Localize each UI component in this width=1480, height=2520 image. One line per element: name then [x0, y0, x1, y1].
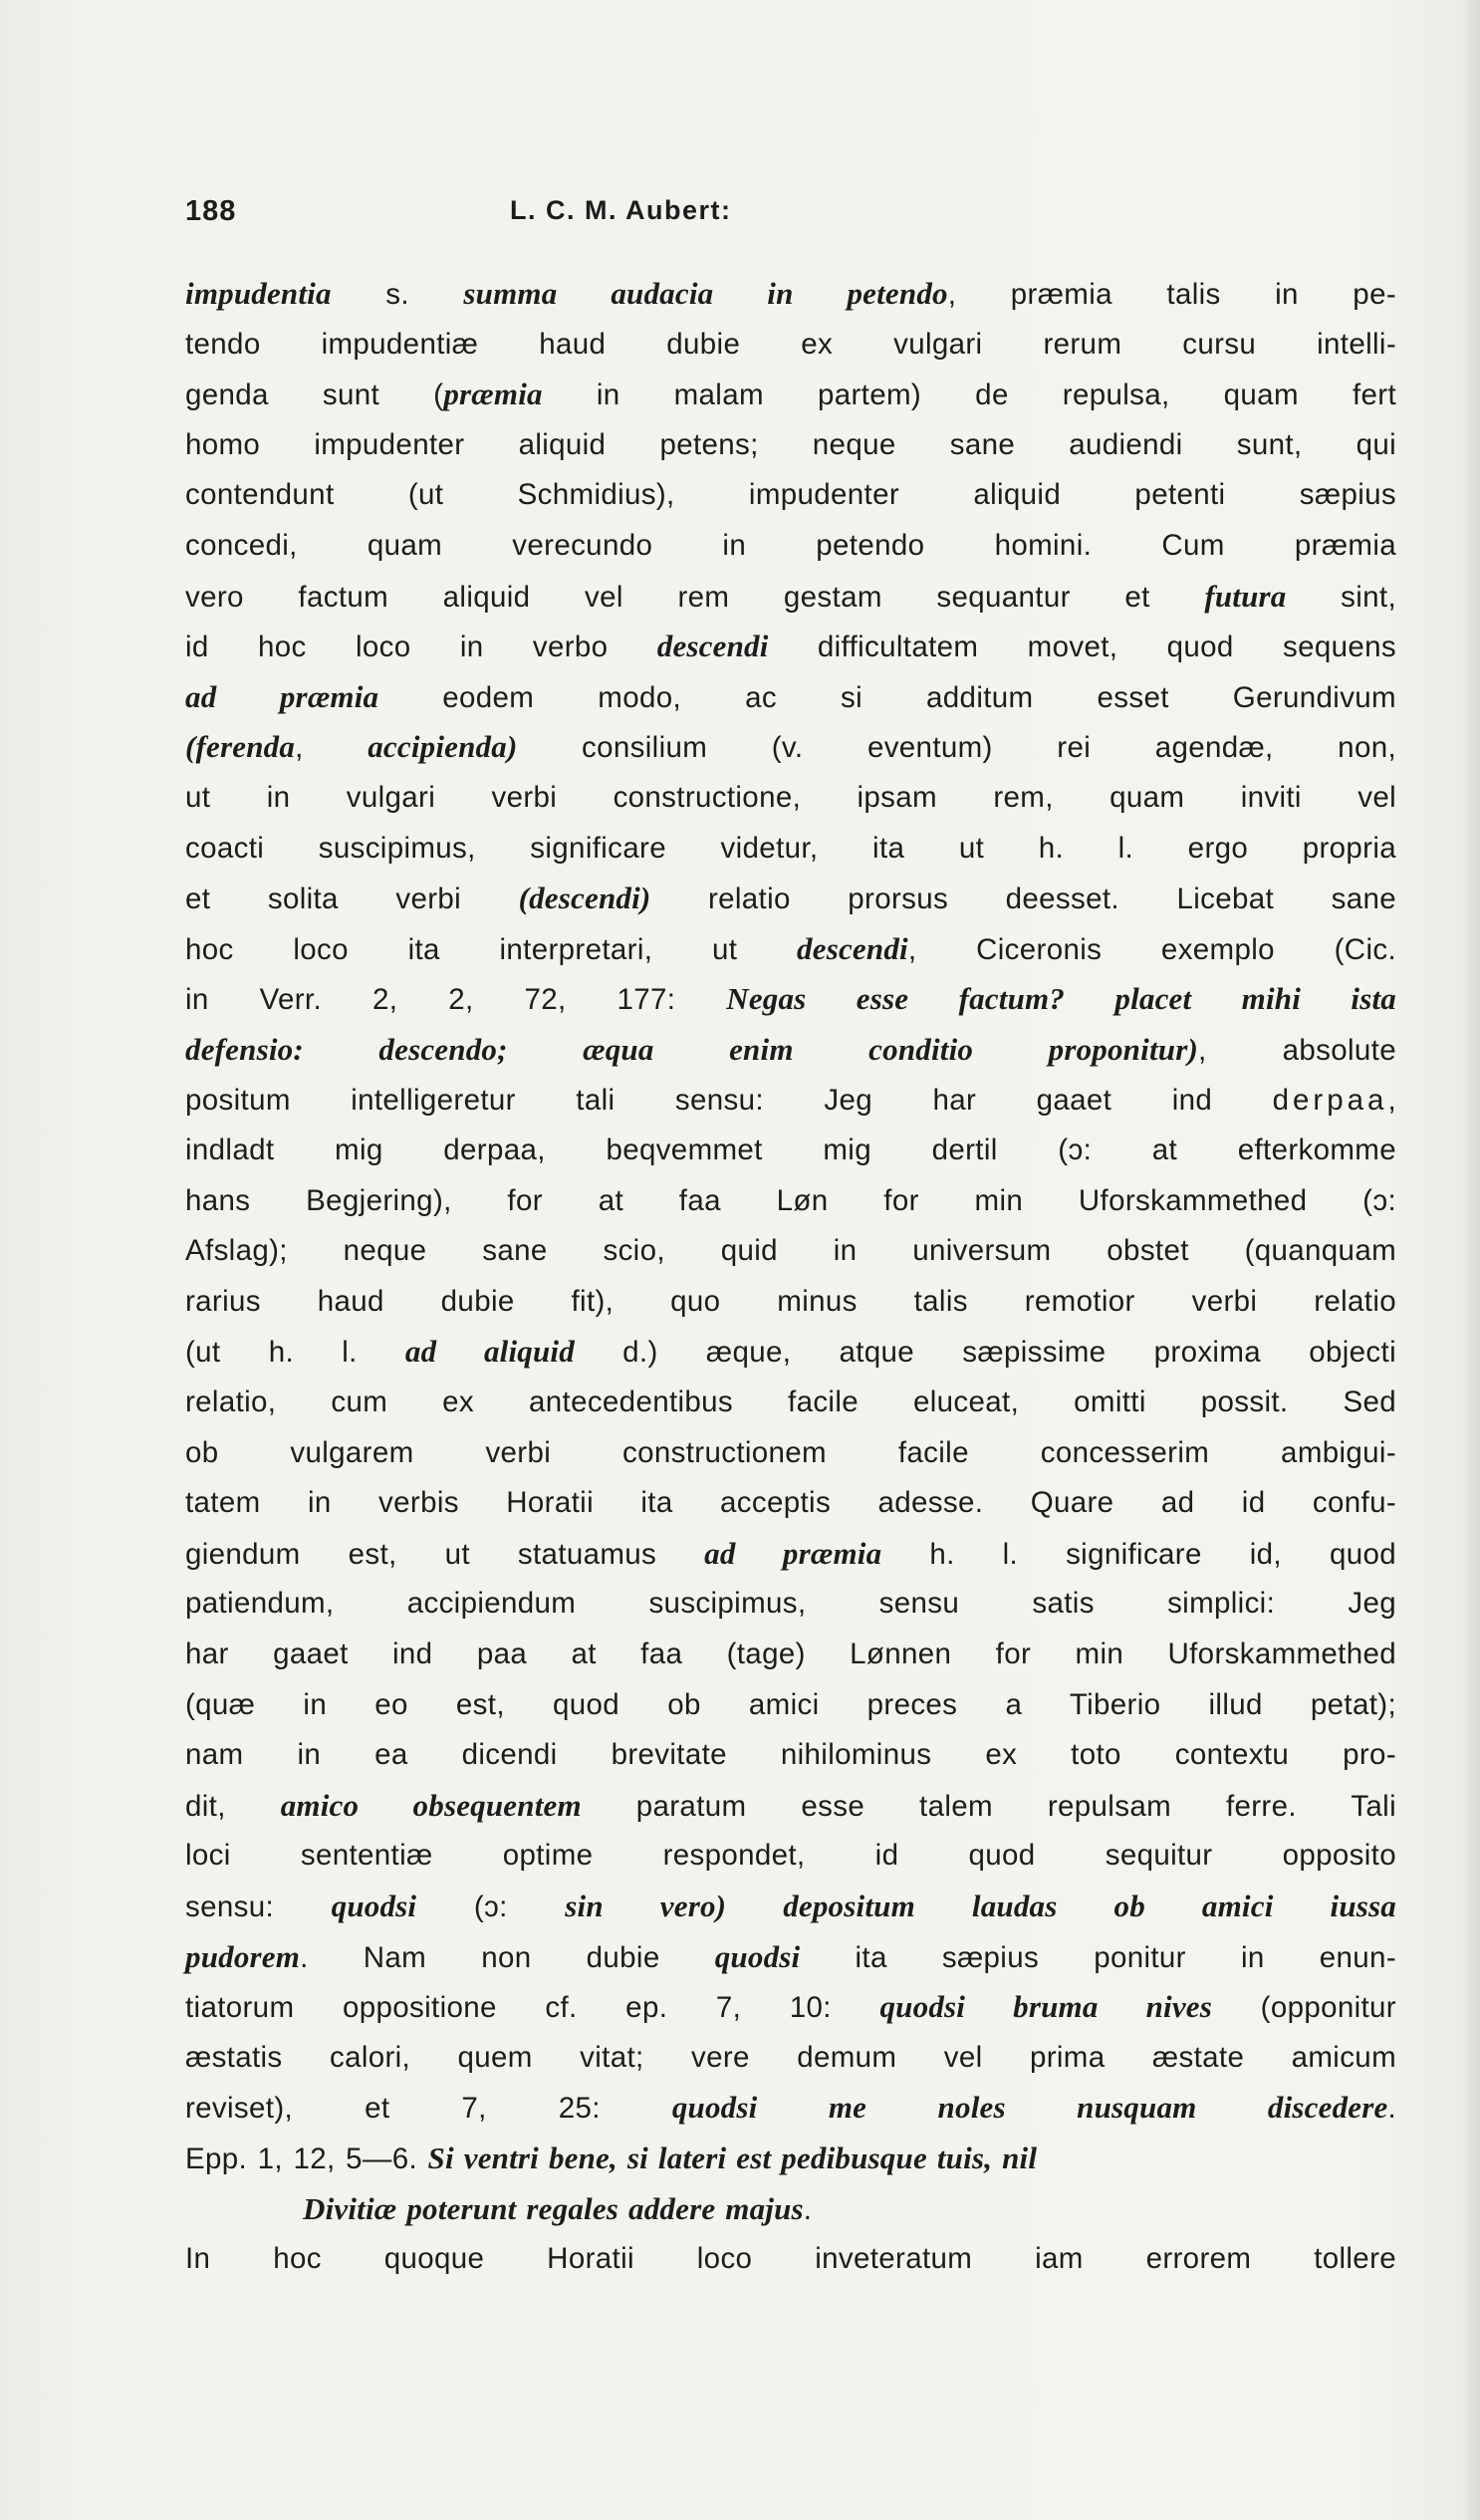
- text-line: [185, 269, 1396, 320]
- text-run: .: [1387, 2092, 1397, 2126]
- text-line: [185, 1831, 1396, 1882]
- text-line: [185, 1882, 1396, 1932]
- text-run: (ut h. l.: [185, 1336, 405, 1370]
- text-run: tendo impudentiæ haud dubie ex vulgari rerum cursu intelli-: [185, 327, 1396, 361]
- text-line: [185, 2083, 1396, 2134]
- text-run: ,: [1387, 1083, 1396, 1117]
- text-run: (opponitur: [1212, 1991, 1396, 2025]
- italic-run: Si ventri bene, si lateri est pedibusque tuis, nil: [427, 2140, 1038, 2175]
- italic-run: pudorem: [185, 1938, 301, 1974]
- text-run: contendunt (ut Schmidius), impudenter aliquid petenti sæpius: [185, 478, 1396, 512]
- text-run: hoc loco ita interpretari, ut: [185, 932, 798, 966]
- text-run: Afslag); neque sane scio, quid in universum obstet (quanquam: [185, 1234, 1396, 1268]
- text-run: giendum est, ut statuamus: [185, 1537, 705, 1571]
- text-line: [185, 572, 1396, 623]
- text-run: id hoc loco in verbo: [185, 630, 657, 664]
- text-run: h. l. significare id, quod: [881, 1537, 1396, 1571]
- text-line: [185, 370, 1396, 420]
- text-line: [185, 2184, 1366, 2235]
- page-edge-shadow: [1462, 0, 1480, 2520]
- italic-run: (descendi): [518, 881, 651, 916]
- text-run: concedi, quam verecundo in petendo homini. Cum præmia: [185, 528, 1396, 562]
- text-line: [185, 874, 1396, 924]
- text-line: [185, 1428, 1396, 1479]
- italic-run: defensio: descendo; æqua enim conditio proponitur): [185, 1031, 1198, 1067]
- text-run: ut in vulgari verbi constructione, ipsam rem, quam inviti vel: [185, 780, 1396, 814]
- text-line: [185, 1226, 1396, 1277]
- italic-run: impudentia: [185, 276, 332, 311]
- text-run: har gaaet ind paa at faa (tage) Lønnen for min Uforskammethed: [185, 1638, 1396, 1671]
- italic-run: quodsi: [331, 1889, 417, 1923]
- text-run: et solita verbi: [185, 882, 519, 916]
- text-line: [185, 1025, 1396, 1076]
- text-line: [185, 622, 1396, 672]
- italic-run: futura: [1204, 578, 1287, 614]
- text-run: ita sæpius ponitur in enun-: [800, 1940, 1396, 1974]
- text-run: , præmia talis in pe-: [947, 278, 1396, 311]
- text-line: [185, 1076, 1396, 1127]
- italic-run: summa audacia in petendo: [463, 276, 948, 311]
- text-line: [185, 2234, 1396, 2285]
- text-run: s.: [331, 278, 464, 311]
- text-line: [185, 470, 1396, 521]
- italic-run: sin vero) depositum laudas ob amici iussa: [565, 1889, 1396, 1923]
- text-run: nam in ea dicendi brevitate nihilominus ex toto contextu pro-: [185, 1738, 1396, 1772]
- text-run: in malam partem) de repulsa, quam fert: [542, 378, 1396, 412]
- text-run: vero factum aliquid vel rem gestam sequantur et: [185, 580, 1205, 614]
- text-run: difficultatem movet, quod sequens: [768, 630, 1396, 664]
- text-line: [185, 2134, 1396, 2184]
- text-line: [185, 2033, 1396, 2084]
- text-run: indladt mig derpaa, beqvemmet mig dertil (ɔ: at efterkomme: [185, 1134, 1396, 1167]
- italic-run: præmia: [443, 377, 543, 412]
- text-line: [185, 420, 1396, 471]
- text-run: hans Begjering), for at faa Løn for min Uforskammethed (ɔ:: [185, 1183, 1396, 1217]
- text-run: sint,: [1286, 580, 1396, 614]
- text-line: [185, 1680, 1396, 1731]
- text-run: tatem in verbis Horatii ita acceptis adesse. Quare ad id confu-: [185, 1486, 1396, 1520]
- text-run: homo impudenter aliquid petens; neque sane audiendi sunt, qui: [185, 427, 1396, 461]
- text-run: d.) æque, atque sæpissime proxima objecti: [574, 1336, 1396, 1370]
- text-run: . Nam non dubie: [300, 1940, 715, 1974]
- text-run: , Ciceronis exemplo (Cic.: [907, 932, 1396, 966]
- italic-run: ad præmia: [704, 1535, 882, 1571]
- text-line: [185, 1781, 1396, 1832]
- text-line: [185, 1630, 1396, 1680]
- text-line: [185, 672, 1396, 723]
- italic-run: accipienda): [368, 729, 518, 765]
- text-run: relatio, cum ex antecedentibus facile eluceat, omitti possit. Sed: [185, 1386, 1396, 1419]
- italic-run: (ferenda: [185, 729, 296, 765]
- text-run: (quæ in eo est, quod ob amici preces a Tiberio illud petat);: [185, 1687, 1396, 1721]
- italic-run: quodsi bruma nives: [879, 1989, 1213, 2025]
- running-head: L. C. M. Aubert:: [510, 195, 732, 225]
- text-run: .: [803, 2192, 813, 2226]
- text-line: [185, 1277, 1396, 1328]
- text-run: consilium (v. eventum) rei agendæ, non,: [517, 731, 1396, 765]
- text-line: [185, 1176, 1396, 1227]
- text-line: [185, 773, 1396, 824]
- text-run: ob vulgarem verbi constructionem facile concesserim ambigui-: [185, 1435, 1396, 1469]
- text-run: In hoc quoque Horatii loco inveteratum iam errorem tollere: [185, 2242, 1396, 2276]
- text-line: [185, 1932, 1396, 1983]
- italic-run: Divitiæ poterunt regales addere majus: [303, 2190, 804, 2226]
- text-run: , absolute: [1197, 1033, 1396, 1067]
- text-run: positum intelligeretur tali sensu: Jeg har gaaet ind: [185, 1083, 1273, 1117]
- text-run: ,: [295, 731, 369, 765]
- italic-run: quodsi: [714, 1938, 801, 1974]
- italic-run: ad præmia: [185, 678, 379, 714]
- italic-run: Negas esse factum? placet mihi ista: [726, 981, 1396, 1017]
- text-run: reviset), et 7, 25:: [185, 2092, 672, 2126]
- text-line: [185, 1730, 1396, 1781]
- text-line: [185, 1982, 1396, 2033]
- page-header: [185, 195, 1420, 235]
- text-line: [185, 1478, 1396, 1529]
- text-run: patiendum, accipiendum suscipimus, sensu satis simplici: Jeg: [185, 1587, 1396, 1621]
- spaced-run: derpaa: [1272, 1083, 1388, 1117]
- text-line: [185, 974, 1396, 1025]
- text-line: [185, 824, 1396, 875]
- text-run: paratum esse talem repulsam ferre. Tali: [581, 1789, 1396, 1823]
- text-run: Epp. 1, 12, 5—6.: [185, 2142, 428, 2175]
- text-run: æstatis calori, quem vitat; vere demum vel prima æstate amicum: [185, 2040, 1396, 2074]
- italic-run: descendi: [656, 629, 769, 664]
- text-run: genda sunt (: [185, 378, 444, 412]
- text-line: [185, 1529, 1396, 1580]
- italic-run: amico obsequentem: [280, 1787, 582, 1823]
- text-line: [185, 1126, 1396, 1176]
- text-line: [185, 521, 1396, 572]
- italic-run: descendi: [797, 930, 908, 966]
- text-run: coacti suscipimus, significare videtur, ita ut h. l. ergo propria: [185, 831, 1396, 865]
- page-number: 188: [185, 195, 237, 227]
- text-run: dit,: [185, 1789, 281, 1823]
- text-line: [185, 320, 1396, 371]
- text-line: [185, 1579, 1396, 1630]
- body-text: [185, 269, 1396, 2285]
- text-run: tiatorum oppositione cf. ep. 7, 10:: [185, 1991, 880, 2025]
- italic-run: quodsi me noles nusquam discedere: [671, 2090, 1388, 2126]
- text-run: (ɔ:: [416, 1890, 566, 1923]
- text-run: eodem modo, ac si additum esset Gerundivum: [378, 680, 1396, 714]
- text-line: [185, 924, 1396, 975]
- text-line: [185, 722, 1396, 773]
- text-run: relatio prorsus deesset. Licebat sane: [650, 882, 1396, 916]
- text-run: in Verr. 2, 2, 72, 177:: [185, 983, 727, 1017]
- text-run: sensu:: [185, 1890, 332, 1923]
- italic-run: ad aliquid: [404, 1334, 575, 1370]
- text-run: rarius haud dubie fit), quo minus talis remotior verbi relatio: [185, 1284, 1396, 1318]
- text-line: [185, 1327, 1396, 1378]
- text-run: loci sententiæ optime respondet, id quod sequitur opposito: [185, 1839, 1396, 1873]
- text-line: [185, 1378, 1396, 1428]
